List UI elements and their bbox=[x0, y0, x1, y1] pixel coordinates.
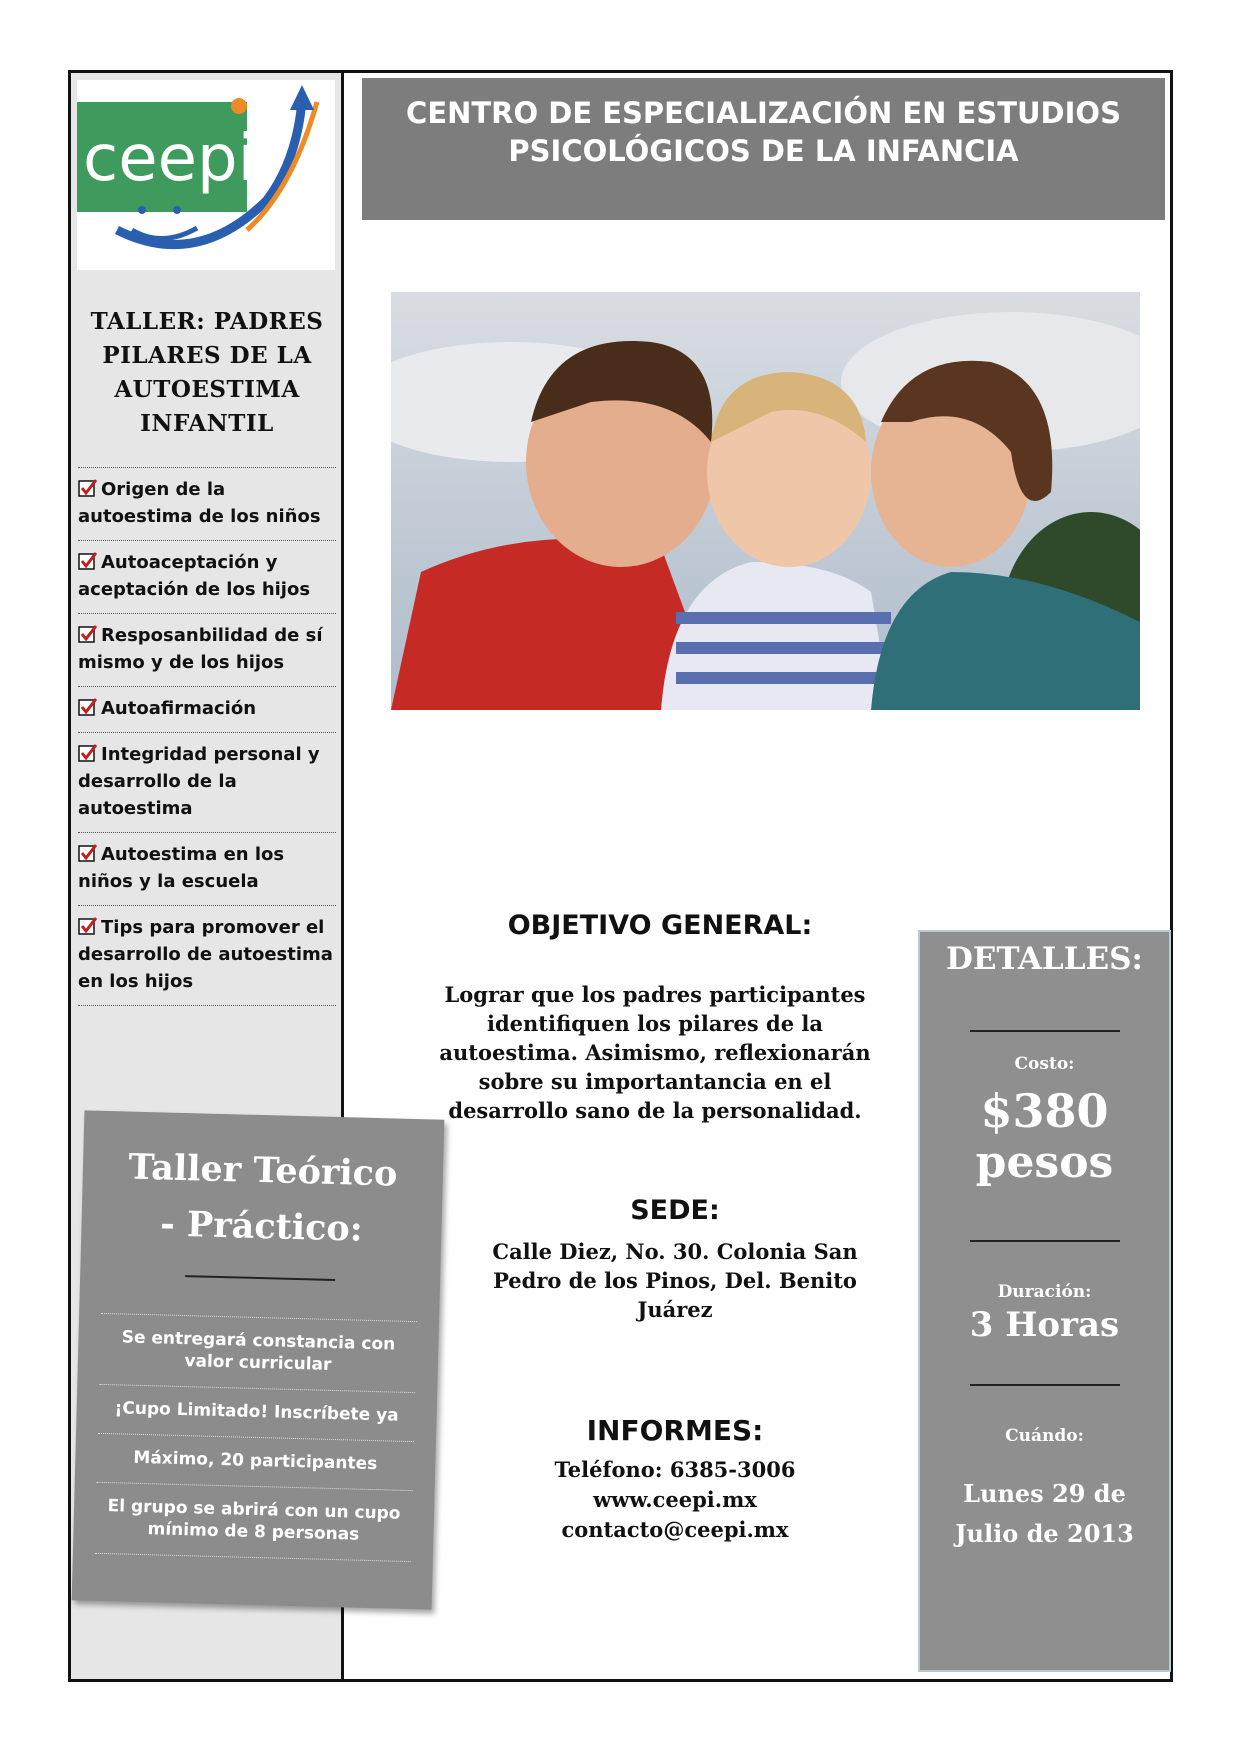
checkbox-checked-icon bbox=[78, 551, 98, 571]
informes-web[interactable]: www.ceepi.mx bbox=[593, 1487, 757, 1512]
when-value: Lunes 29 de Julio de 2013 bbox=[955, 1479, 1134, 1548]
card-line: ¡Cupo Limitado! Inscríbete ya bbox=[98, 1384, 415, 1441]
topic-text: Autoaceptación y aceptación de los hijos bbox=[78, 552, 311, 600]
list-item bbox=[78, 540, 336, 613]
ceepi-logo bbox=[77, 80, 335, 270]
list-item bbox=[78, 613, 336, 686]
checkbox-checked-icon bbox=[78, 478, 98, 498]
cost-unit: pesos bbox=[975, 1137, 1114, 1188]
list-item bbox=[78, 467, 336, 540]
topic-text: Tips para promover el desarrollo de autoestima en los hijos bbox=[78, 917, 333, 992]
checkbox-checked-icon bbox=[78, 843, 98, 863]
card-line: Se entregará constancia con valor curricular bbox=[99, 1313, 417, 1392]
logo-text: ceepi bbox=[83, 122, 256, 196]
details-box bbox=[918, 930, 1171, 1672]
workshop-info-card bbox=[72, 1110, 445, 1609]
topic-text: Autoafirmación bbox=[101, 698, 257, 719]
family-photo bbox=[391, 292, 1140, 710]
cost-label: Costo: bbox=[1014, 1054, 1075, 1074]
informes-heading: INFORMES: bbox=[586, 1414, 764, 1447]
cost-value: $380 bbox=[980, 1084, 1109, 1138]
workshop-title: TALLER: PADRES PILARES DE LA AUTOESTIMA INFANTIL bbox=[90, 308, 324, 437]
divider bbox=[970, 1384, 1120, 1386]
sede-heading: SEDE: bbox=[630, 1195, 720, 1226]
topic-text: Resposanbilidad de sí mismo y de los hijos bbox=[78, 625, 323, 673]
checkbox-checked-icon bbox=[78, 916, 98, 936]
card-title: Taller Teórico - Práctico: bbox=[128, 1146, 398, 1250]
topic-text: Autoestima en los niños y la escuela bbox=[78, 844, 285, 892]
list-item bbox=[78, 686, 336, 732]
duration-label: Duración: bbox=[997, 1282, 1092, 1302]
objective-text: Lograr que los padres participantes identifiquen los pilares de la autoestima. Asimismo, reflexionarán sobre su importantancia en el desarrollo sano de la personalidad. bbox=[439, 982, 871, 1123]
checkbox-checked-icon bbox=[78, 743, 98, 763]
details-heading: DETALLES: bbox=[946, 941, 1143, 977]
informes-phone: Teléfono: 6385-3006 bbox=[554, 1457, 796, 1482]
topic-list bbox=[78, 467, 336, 1006]
card-line: El grupo se abrirá con un cupo mínimo de 8 personas bbox=[95, 1482, 413, 1562]
divider bbox=[970, 1030, 1120, 1032]
card-line: Máximo, 20 participantes bbox=[97, 1433, 414, 1490]
duration-value: 3 Horas bbox=[969, 1305, 1120, 1345]
list-item bbox=[78, 832, 336, 905]
checkbox-checked-icon bbox=[78, 624, 98, 644]
topic-text: Integridad personal y desarrollo de la autoestima bbox=[78, 744, 320, 819]
list-item bbox=[78, 732, 336, 832]
divider bbox=[970, 1240, 1120, 1242]
divider bbox=[185, 1275, 335, 1281]
header-banner: CENTRO DE ESPECIALIZACIÓN EN ESTUDIOS PSICOLÓGICOS DE LA INFANCIA bbox=[362, 78, 1165, 220]
informes-email[interactable]: contacto@ceepi.mx bbox=[561, 1517, 789, 1542]
list-item bbox=[78, 905, 336, 1006]
when-label: Cuándo: bbox=[1005, 1426, 1084, 1446]
topic-text: Origen de la autoestima de los niños bbox=[78, 479, 321, 527]
objective-heading: OBJETIVO GENERAL: bbox=[507, 910, 813, 941]
checkbox-checked-icon bbox=[78, 697, 98, 717]
sede-address: Calle Diez, No. 30. Colonia San Pedro de los Pinos, Del. Benito Juárez bbox=[492, 1239, 858, 1322]
